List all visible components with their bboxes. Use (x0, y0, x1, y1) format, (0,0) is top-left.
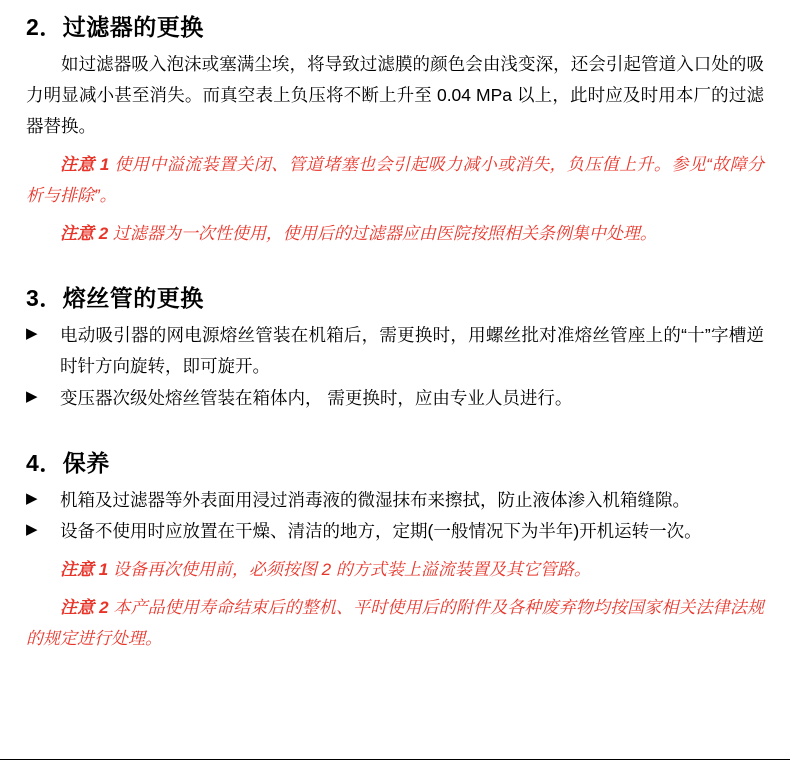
note-label: 注意 1 (60, 155, 110, 175)
spacer (26, 142, 764, 150)
note-text: 设备再次使用前，必须按图 2 的方式装上溢流装置及其它管路。 (112, 560, 591, 580)
section-heading: 2．过滤器的更换 (26, 14, 204, 40)
spacer (26, 211, 764, 219)
spacer (26, 585, 764, 593)
triangle-bullet-icon: ▶ (26, 387, 38, 405)
spacer (26, 414, 764, 448)
section-filter-replacement (26, 12, 764, 249)
spacer (26, 547, 764, 555)
list-item-text: 变压器次级处熔丝管装在箱体内， 需更换时，应由专业人员进行。 (60, 387, 573, 408)
note-label: 注意 1 (60, 560, 109, 580)
note-text: 使用中溢流装置关闭、管道堵塞也会引起吸力减小或消失，负压值上升。参见“故障分析与排除”。 (26, 155, 764, 205)
list-item-text: 电动吸引器的网电源熔丝管装在机箱后，需更换时，用螺丝批对准熔丝管座上的“十”字槽逆时针方向旋转，即可旋开。 (60, 325, 764, 377)
triangle-bullet-icon: ▶ (26, 489, 38, 507)
section-fuse-replacement (26, 283, 764, 413)
note-item (26, 555, 764, 585)
spacer (26, 249, 764, 283)
triangle-bullet-icon: ▶ (26, 325, 38, 343)
list-item-text: 设备不使用时应放置在干燥、清洁的地方，定期(一般情况下为半年)开机运转一次。 (60, 520, 702, 541)
triangle-bullet-icon: ▶ (26, 520, 38, 538)
note-label: 注意 2 (60, 223, 109, 243)
note-text: 过滤器为一次性使用，使用后的过滤器应由医院按照相关条例集中处理。 (112, 223, 657, 243)
note-item (26, 219, 764, 249)
list-item (26, 320, 764, 382)
list-item-text: 机箱及过滤器等外表面用浸过消毒液的微湿抹布来擦拭，防止液体渗入机箱缝隙。 (60, 489, 690, 510)
note-label: 注意 2 (60, 598, 109, 618)
note-item (26, 593, 764, 654)
list-item (26, 485, 764, 516)
list-item (26, 516, 764, 547)
section-body-text: 如过滤器吸入泡沫或塞满尘埃，将导致过滤膜的颜色会由浅变深，还会引起管道入口处的吸力明显减小甚至消失。而真空表上负压将不断上升至 0.04 MPa 以上，此时应及时用本厂的过滤器替换。 (26, 54, 764, 137)
section-maintenance (26, 448, 764, 654)
list-item (26, 383, 764, 414)
section-heading: 3．熔丝管的更换 (26, 285, 204, 312)
footer-divider (0, 759, 790, 760)
note-text: 本产品使用寿命结束后的整机、平时使用后的附件及各种废弃物均按国家相关法律法规的规定进行处理。 (26, 598, 765, 648)
note-item (26, 150, 764, 211)
section-heading: 4．保养 (26, 449, 110, 476)
